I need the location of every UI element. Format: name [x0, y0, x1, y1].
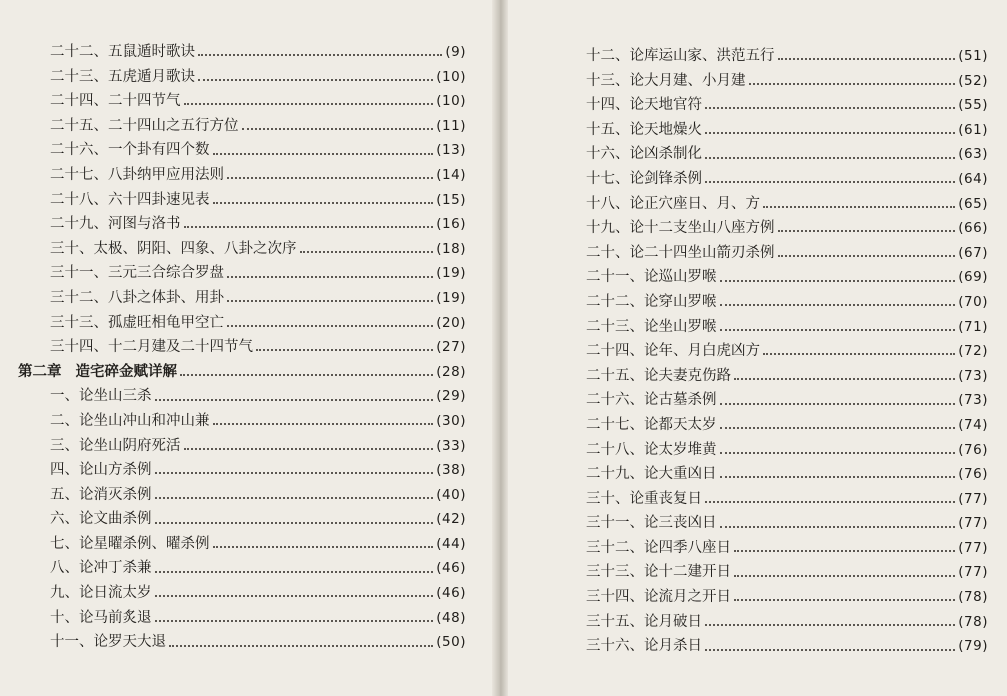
toc-entry	[18, 384, 466, 409]
toc-entry	[18, 458, 466, 483]
dot-leader	[227, 177, 433, 179]
toc-entry	[18, 581, 466, 606]
toc-entry	[568, 192, 988, 217]
toc-page-number: (79)	[958, 638, 988, 655]
toc-entry	[568, 585, 988, 610]
toc-entry-title: 四、论山方杀例	[50, 462, 152, 479]
toc-entry-title: 十六、论凶杀制化	[586, 146, 702, 163]
toc-entry	[18, 212, 466, 237]
dot-leader	[720, 329, 956, 331]
dot-leader	[720, 526, 956, 528]
dot-leader	[155, 497, 434, 499]
toc-page-number: (33)	[436, 437, 466, 454]
toc-entry	[568, 315, 988, 340]
toc-entry	[568, 364, 988, 389]
chapter-name: 造宅碎金赋详解	[75, 363, 177, 380]
toc-page-number: (74)	[958, 416, 988, 433]
toc-entry	[18, 556, 466, 581]
toc-entry	[18, 483, 466, 508]
toc-entry	[18, 434, 466, 459]
left-page	[0, 0, 496, 696]
toc-entry	[568, 388, 988, 413]
toc-entry-title: 六、论文曲杀例	[50, 511, 152, 528]
toc-entry	[18, 138, 466, 163]
toc-entry-title: 二十八、论太岁堆黄	[586, 441, 717, 458]
toc-entry	[18, 40, 466, 65]
dot-leader	[720, 476, 956, 478]
toc-page-number: (18)	[436, 240, 466, 257]
toc-entry-title: 十四、论天地官符	[586, 97, 702, 114]
toc-entry-title: 三十六、论月杀日	[586, 638, 702, 655]
toc-entry	[18, 89, 466, 114]
dot-leader	[720, 452, 956, 454]
toc-page-number: (14)	[436, 166, 466, 183]
toc-entry-title: 二十八、六十四卦速见表	[50, 191, 210, 208]
toc-entry-title: 七、论星曜杀例、曜杀例	[50, 535, 210, 552]
toc-entry	[568, 142, 988, 167]
toc-entry-title: 三、论坐山阴府死活	[50, 437, 181, 454]
toc-entry	[18, 114, 466, 139]
dot-leader	[705, 649, 955, 651]
toc-entry	[568, 339, 988, 364]
toc-entry	[18, 507, 466, 532]
dot-leader	[184, 103, 434, 105]
toc-entry-title: 五、论消灭杀例	[50, 486, 152, 503]
left-toc-list	[18, 40, 466, 655]
dot-leader	[763, 206, 955, 208]
toc-entry	[568, 118, 988, 143]
toc-entry-title: 二十三、五虎遁月歌诀	[50, 68, 195, 85]
toc-page-number: (52)	[958, 72, 988, 89]
toc-entry	[18, 188, 466, 213]
toc-entry-title: 三十四、论流月之开日	[586, 589, 731, 606]
toc-page-number: (77)	[958, 539, 988, 556]
dot-leader	[705, 157, 955, 159]
toc-page-number: (64)	[958, 170, 988, 187]
dot-leader	[198, 54, 442, 56]
toc-entry	[18, 261, 466, 286]
toc-entry-title: 三十一、论三丧凶日	[586, 515, 717, 532]
dot-leader	[198, 79, 433, 81]
toc-entry-title: 十一、论罗天大退	[50, 634, 166, 651]
chapter-title	[18, 360, 177, 381]
dot-leader	[213, 423, 434, 425]
toc-page-number: (16)	[436, 216, 466, 233]
toc-entry-title: 十九、论十二支坐山八座方例	[586, 220, 775, 237]
toc-entry-title: 三十、太极、阴阳、四象、八卦之次序	[50, 240, 297, 257]
dot-leader	[155, 595, 434, 597]
toc-page-number: (76)	[958, 466, 988, 483]
toc-page-number: (77)	[958, 564, 988, 581]
dot-leader	[705, 624, 955, 626]
dot-leader	[749, 83, 956, 85]
toc-entry	[568, 413, 988, 438]
dot-leader	[778, 58, 956, 60]
toc-entry-title: 三十二、论四季八座日	[586, 539, 731, 556]
dot-leader	[734, 575, 955, 577]
toc-entry	[18, 65, 466, 90]
toc-entry-title: 十二、论库运山家、洪范五行	[586, 48, 775, 64]
dot-leader	[184, 448, 434, 450]
toc-entry-title: 二十六、论古墓杀例	[586, 392, 717, 409]
toc-entry	[568, 216, 988, 241]
toc-page-number: (40)	[436, 486, 466, 503]
toc-entry-title: 二十、论二十四坐山箭刃杀例	[586, 244, 775, 261]
dot-leader	[734, 550, 955, 552]
toc-page-number: (72)	[958, 343, 988, 360]
toc-page-number: (73)	[958, 367, 988, 384]
toc-entry	[568, 69, 988, 94]
toc-page-number: (46)	[436, 585, 466, 602]
dot-leader	[213, 153, 434, 155]
toc-entry-title: 三十、论重丧复日	[586, 490, 702, 507]
toc-entry-title: 三十四、十二月建及二十四节气	[50, 339, 253, 356]
toc-page-number: (63)	[958, 146, 988, 163]
toc-entry-title: 三十一、三元三合综合罗盘	[50, 265, 224, 282]
toc-page-number: (15)	[436, 191, 466, 208]
toc-page-number: (30)	[436, 412, 466, 429]
toc-entry-title: 二十四、二十四节气	[50, 93, 181, 110]
toc-page-number: (46)	[436, 560, 466, 577]
dot-leader	[720, 280, 956, 282]
toc-entry	[568, 610, 988, 635]
toc-page-number: (70)	[958, 293, 988, 310]
toc-entry	[568, 265, 988, 290]
dot-leader	[705, 132, 955, 134]
dot-leader	[227, 325, 433, 327]
toc-entry	[568, 560, 988, 585]
toc-page-number: (66)	[958, 220, 988, 237]
dot-leader	[213, 546, 434, 548]
toc-page-number: (44)	[436, 535, 466, 552]
dot-leader	[720, 427, 956, 429]
toc-entry-title: 十七、论剑锋杀例	[586, 170, 702, 187]
toc-page-number: (48)	[436, 609, 466, 626]
toc-page-number: (76)	[958, 441, 988, 458]
toc-entry-title: 三十三、论十二建开日	[586, 564, 731, 581]
toc-page-number: (13)	[436, 142, 466, 159]
toc-page-number: (51)	[958, 48, 988, 64]
toc-page-number: (77)	[958, 490, 988, 507]
toc-page-number: (50)	[436, 634, 466, 651]
toc-entry-title: 十八、论正穴座日、月、方	[586, 195, 760, 212]
dot-leader	[184, 226, 434, 228]
toc-entry	[568, 167, 988, 192]
toc-entry	[18, 286, 466, 311]
toc-entry-title: 二、论坐山冲山和冲山兼	[50, 412, 210, 429]
toc-entry	[18, 335, 466, 360]
toc-entry	[568, 462, 988, 487]
toc-entry-title: 九、论日流太岁	[50, 585, 152, 602]
toc-entry	[568, 487, 988, 512]
toc-entry	[18, 409, 466, 434]
toc-page-number: (42)	[436, 511, 466, 528]
toc-entry	[18, 311, 466, 336]
chapter-label: 第二章	[18, 363, 62, 380]
dot-leader	[169, 645, 433, 647]
toc-entry-title: 三十二、八卦之体卦、用卦	[50, 289, 224, 306]
toc-entry	[568, 44, 988, 69]
toc-page-number: (38)	[436, 462, 466, 479]
dot-leader	[778, 255, 956, 257]
dot-leader	[227, 276, 433, 278]
toc-page-number: (69)	[958, 269, 988, 286]
dot-leader	[227, 300, 433, 302]
toc-entry	[18, 606, 466, 631]
toc-page-number: (61)	[958, 121, 988, 138]
right-page	[504, 0, 1007, 696]
toc-page-number: (29)	[436, 388, 466, 405]
dot-leader	[705, 107, 955, 109]
toc-page-number: (19)	[436, 265, 466, 282]
toc-entry-title: 二十三、论坐山罗喉	[586, 318, 717, 335]
book-gutter	[492, 0, 508, 696]
toc-page-number: (27)	[436, 339, 466, 356]
toc-page-number: (20)	[436, 314, 466, 331]
toc-entry	[18, 237, 466, 262]
toc-page-number: (78)	[958, 589, 988, 606]
toc-entry-title: 二十一、论巡山罗喉	[586, 269, 717, 286]
toc-entry	[568, 241, 988, 266]
toc-page-number: (78)	[958, 613, 988, 630]
dot-leader	[734, 599, 955, 601]
toc-entry	[568, 438, 988, 463]
toc-entry	[568, 511, 988, 536]
dot-leader	[778, 230, 956, 232]
toc-page-number: (10)	[436, 68, 466, 85]
toc-chapter-heading	[18, 360, 466, 385]
dot-leader	[155, 571, 434, 573]
toc-page-number: (19)	[436, 289, 466, 306]
dot-leader	[213, 202, 434, 204]
toc-entry-title: 二十二、论穿山罗喉	[586, 293, 717, 310]
toc-entry	[568, 536, 988, 561]
toc-page-number: (65)	[958, 195, 988, 212]
toc-page-number: (77)	[958, 515, 988, 532]
toc-entry	[568, 290, 988, 315]
toc-entry-title: 三十三、孤虚旺相龟甲空亡	[50, 314, 224, 331]
toc-entry-title: 二十六、一个卦有四个数	[50, 142, 210, 159]
dot-leader	[180, 374, 433, 376]
dot-leader	[734, 378, 955, 380]
toc-entry-title: 十、论马前炙退	[50, 609, 152, 626]
toc-entry-title: 二十九、论大重凶日	[586, 466, 717, 483]
dot-leader	[155, 472, 434, 474]
dot-leader	[155, 399, 434, 401]
toc-entry-title: 八、论冲丁杀兼	[50, 560, 152, 577]
toc-entry-title: 二十四、论年、月白虎凶方	[586, 343, 760, 360]
toc-entry-title: 三十五、论月破日	[586, 613, 702, 630]
toc-entry-title: 十五、论天地燥火	[586, 121, 702, 138]
toc-entry-title: 一、论坐山三杀	[50, 388, 152, 405]
right-toc-list	[568, 44, 988, 659]
toc-entry-title: 二十七、八卦纳甲应用法则	[50, 166, 224, 183]
toc-entry	[568, 634, 988, 659]
toc-page-number: (10)	[436, 93, 466, 110]
toc-page-number: (28)	[436, 363, 466, 380]
toc-page-number: (71)	[958, 318, 988, 335]
toc-page-number: (9)	[445, 44, 466, 60]
toc-entry	[18, 630, 466, 655]
dot-leader	[763, 353, 955, 355]
dot-leader	[155, 522, 434, 524]
dot-leader	[300, 251, 434, 253]
dot-leader	[705, 501, 955, 503]
dot-leader	[256, 349, 433, 351]
toc-entry	[568, 93, 988, 118]
toc-entry-title: 十三、论大月建、小月建	[586, 72, 746, 89]
toc-entry	[18, 163, 466, 188]
toc-entry-title: 二十五、二十四山之五行方位	[50, 117, 239, 134]
toc-entry-title: 二十七、论都天太岁	[586, 416, 717, 433]
toc-entry-title: 二十二、五鼠遁时歌诀	[50, 44, 195, 60]
toc-page-number: (11)	[436, 117, 466, 134]
dot-leader	[705, 181, 955, 183]
toc-page-number: (73)	[958, 392, 988, 409]
dot-leader	[242, 128, 434, 130]
dot-leader	[720, 403, 956, 405]
dot-leader	[155, 620, 434, 622]
toc-entry-title: 二十九、河图与洛书	[50, 216, 181, 233]
toc-page-number: (67)	[958, 244, 988, 261]
toc-entry	[18, 532, 466, 557]
toc-entry-title: 二十五、论夫妻克伤路	[586, 367, 731, 384]
dot-leader	[720, 304, 956, 306]
toc-page-number: (55)	[958, 97, 988, 114]
